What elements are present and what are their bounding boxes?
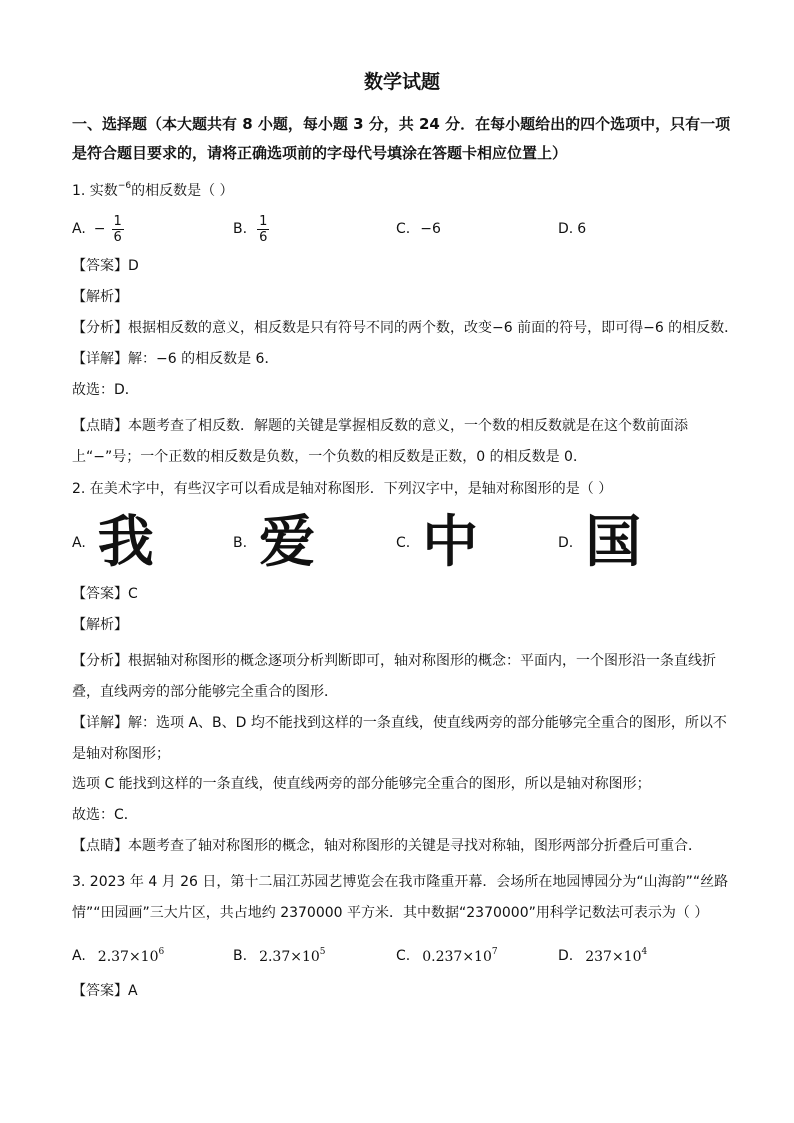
q3-option-c-label: C. bbox=[396, 948, 411, 964]
q1-option-b-numerator: 1 bbox=[259, 213, 268, 229]
q2-answer: 【答案】C bbox=[72, 586, 138, 602]
q1-answer: 【答案】D bbox=[72, 258, 139, 274]
q2-choice: 故选：C． bbox=[72, 807, 138, 823]
q1-option-b-label: B. bbox=[233, 221, 248, 237]
q3-option-a-label: A. bbox=[72, 948, 86, 964]
q2-dianjing: 【点睛】本题考查了轴对称图形的概念，轴对称图形的关键是寻找对称轴，图形两部分折叠后可重合． bbox=[72, 838, 702, 854]
q1-option-a-label: A. bbox=[72, 221, 86, 237]
document-page bbox=[72, 68, 739, 1012]
q3-option-a bbox=[72, 943, 164, 969]
question-3-stem: 3. 2023 年 4 月 26 日，第十二届江苏园艺博览会在我市隆重开幕．会场所在地园博园分为“山海韵”“丝路情”“田园画”三大片区，共占地约 2370000 平方米．其中数据“2370000”用科学记数法可表示为（ ） bbox=[72, 874, 729, 921]
q2-xiangjie-1: 【详解】解：选项 A、B、D 均不能找到这样的一条直线，使直线两旁的部分能够完全重合的图形，所以不是轴对称图形； bbox=[72, 715, 727, 762]
q1-option-d-value: 6 bbox=[577, 221, 587, 237]
question-1-options bbox=[72, 212, 732, 246]
q3-option-c-base: 0.237×10 bbox=[422, 949, 492, 965]
q1-dianjing: 【点睛】本题考查了相反数．解题的关键是掌握相反数的意义，一个数的相反数就是在这个数前面添上“−”号；一个正数的相反数是负数，一个负数的相反数是正数，0 的相反数是 0． bbox=[72, 418, 688, 465]
q2-analysis-heading: 【解析】 bbox=[72, 617, 128, 633]
q2-option-c-label: C. bbox=[396, 535, 411, 551]
question-1-stem bbox=[72, 176, 732, 201]
q1-fenxi: 【分析】根据相反数的意义，相反数是只有符号不同的两个数，改变−6 前面的符号，即可得−6 的相反数． bbox=[72, 320, 739, 336]
page-title: 数学试题 bbox=[363, 71, 440, 93]
q2-option-d-char: 国 bbox=[585, 510, 642, 575]
q1-stem-after: 的相反数是（ ） bbox=[131, 183, 234, 199]
question-2-stem: 2. 在美术字中，有些汉字可以看成是轴对称图形．下列汉字中，是轴对称图形的是（ ） bbox=[72, 481, 613, 497]
q3-option-a-exponent: 6 bbox=[158, 947, 165, 957]
q2-option-d-label: D. bbox=[558, 535, 574, 551]
q1-choice: 故选：D． bbox=[72, 382, 139, 398]
q2-option-d bbox=[558, 510, 641, 576]
q1-option-a bbox=[72, 212, 124, 246]
q1-option-a-fraction bbox=[112, 214, 124, 245]
q1-option-b-denominator: 6 bbox=[259, 229, 268, 245]
q3-option-d-base: 237×10 bbox=[585, 949, 642, 965]
q1-stem-before: 1. 实数 bbox=[72, 183, 118, 199]
q1-option-c-value: −6 bbox=[420, 221, 441, 237]
q2-option-a-label: A. bbox=[72, 535, 86, 551]
q2-fenxi: 【分析】根据轴对称图形的概念逐项分析判断即可，轴对称图形的概念：平面内，一个图形沿一条直线折叠，直线两旁的部分能够完全重合的图形． bbox=[72, 653, 716, 700]
q2-option-c-char: 中 bbox=[422, 510, 479, 575]
q1-option-a-numerator: 1 bbox=[113, 213, 122, 229]
q1-option-c-label: C. bbox=[396, 221, 411, 237]
q3-option-d bbox=[558, 943, 647, 969]
q1-option-a-sign: − bbox=[93, 221, 106, 237]
question-3-options bbox=[72, 943, 732, 969]
q3-option-a-value bbox=[98, 947, 164, 965]
q2-xiangjie-2: 选项 C 能找到这样的一条直线，使直线两旁的部分能够完全重合的图形，所以是轴对称图形； bbox=[72, 776, 651, 792]
q3-option-b-base: 2.37×10 bbox=[259, 949, 320, 965]
q3-option-d-exponent: 4 bbox=[641, 947, 648, 957]
q3-option-c-exponent: 7 bbox=[491, 947, 498, 957]
q2-option-b-label: B. bbox=[233, 535, 248, 551]
q3-answer: 【答案】A bbox=[72, 983, 138, 999]
q1-analysis-heading: 【解析】 bbox=[72, 289, 128, 305]
q2-option-b-char: 爱 bbox=[259, 510, 316, 575]
section-heading: 一、选择题（本大题共有 8 小题，每小题 3 分，共 24 分．在每小题给出的四个选项中，只有一项是符合题目要求的，请将正确选项前的字母代号填涂在答题卡相应位置上） bbox=[72, 115, 731, 162]
q3-option-d-label: D. bbox=[558, 948, 574, 964]
q2-option-c bbox=[396, 510, 478, 576]
q1-option-b-fraction bbox=[257, 214, 269, 245]
q2-option-a bbox=[72, 510, 154, 576]
question-2-options bbox=[72, 510, 732, 576]
q3-option-a-base: 2.37×10 bbox=[97, 949, 159, 965]
q3-option-b-value bbox=[259, 947, 325, 965]
q1-option-a-denominator: 6 bbox=[113, 229, 122, 245]
q3-option-c bbox=[396, 943, 498, 969]
q3-option-b-exponent: 5 bbox=[319, 947, 326, 957]
q1-option-d bbox=[558, 212, 586, 246]
q1-option-d-label: D. bbox=[558, 221, 574, 237]
q2-option-b bbox=[233, 510, 315, 576]
q3-option-b bbox=[233, 943, 326, 969]
q3-option-d-value bbox=[585, 947, 647, 965]
q2-option-a-char: 我 bbox=[97, 510, 154, 575]
q1-stem-exponent: −6 bbox=[117, 181, 132, 191]
q1-xiangjie: 【详解】解：−6 的相反数是 6． bbox=[72, 351, 279, 367]
q3-option-b-label: B. bbox=[233, 948, 248, 964]
q1-option-b bbox=[233, 212, 269, 246]
q1-option-c bbox=[396, 212, 441, 246]
q3-option-c-value bbox=[422, 947, 497, 965]
